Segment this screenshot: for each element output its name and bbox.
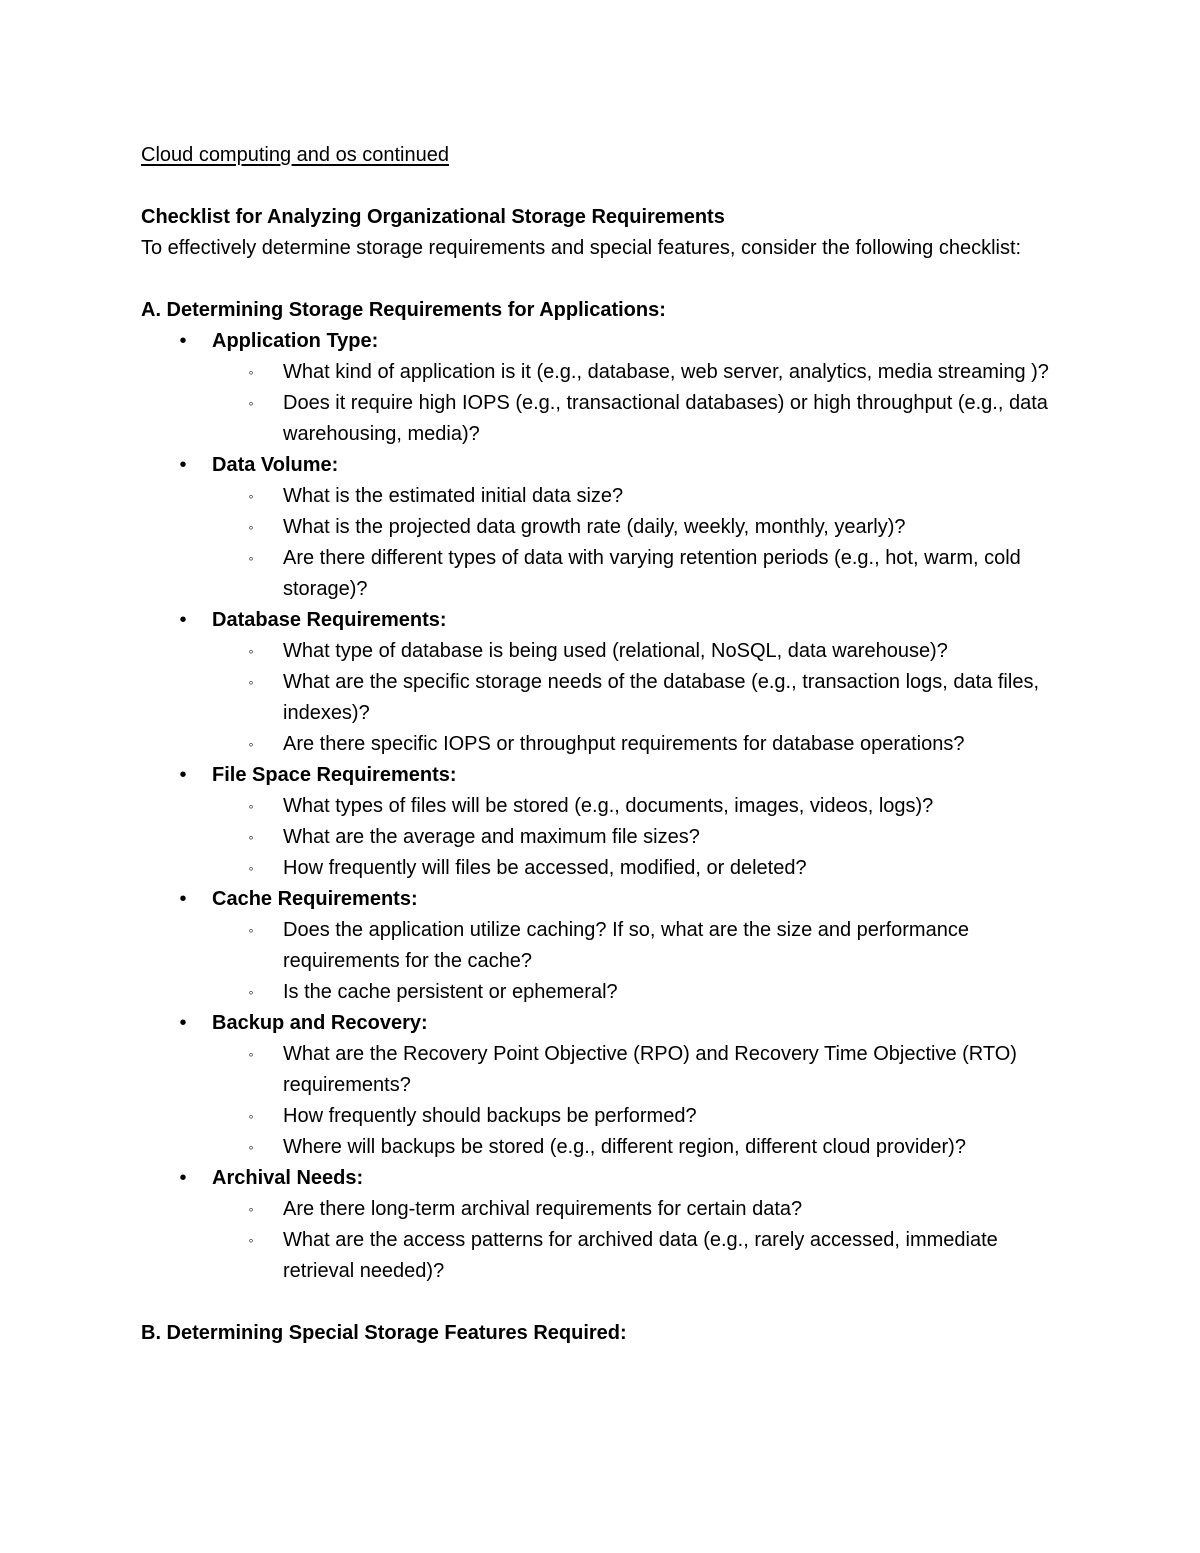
hollow-bullet-icon: ◦ xyxy=(248,1232,254,1248)
hollow-bullet-icon: ◦ xyxy=(248,364,254,380)
checklist-question: What are the Recovery Point Objective (RPO) and Recovery Time Objective (RTO) requirements? xyxy=(283,1043,1017,1096)
list-item xyxy=(141,1008,1071,1163)
checklist-question: What kind of application is it (e.g., database, web server, analytics, media streaming )? xyxy=(283,361,1049,383)
hollow-bullet-icon: ◦ xyxy=(248,1108,254,1124)
list-item xyxy=(212,1225,1071,1287)
list-item xyxy=(141,760,1071,884)
category-label: Data Volume: xyxy=(212,454,339,476)
blank-line xyxy=(141,171,1071,202)
checklist-question: What are the specific storage needs of the database (e.g., transaction logs, data files, indexes)? xyxy=(283,671,1039,724)
hollow-bullet-icon: ◦ xyxy=(248,984,254,1000)
category-label: Application Type: xyxy=(212,330,379,352)
checklist-heading: Checklist for Analyzing Organizational Storage Requirements xyxy=(141,206,725,228)
section-b-heading: B. Determining Special Storage Features Required: xyxy=(141,1322,627,1344)
category-label: Cache Requirements: xyxy=(212,888,418,910)
hollow-bullet-icon: ◦ xyxy=(248,488,254,504)
category-list xyxy=(141,326,1071,1287)
list-item xyxy=(141,884,1071,1008)
checklist-question: Are there different types of data with varying retention periods (e.g., hot, warm, cold storage)? xyxy=(283,547,1021,600)
list-item xyxy=(141,450,1071,605)
list-item xyxy=(212,1132,1071,1163)
checklist-question: What is the projected data growth rate (daily, weekly, monthly, yearly)? xyxy=(283,516,906,538)
hollow-bullet-icon: ◦ xyxy=(248,1139,254,1155)
hollow-bullet-icon: ◦ xyxy=(248,736,254,752)
bullet-icon: • xyxy=(179,1167,187,1189)
bullet-icon: • xyxy=(179,1012,187,1034)
list-item xyxy=(141,1163,1071,1287)
list-item xyxy=(141,605,1071,760)
checklist-question: Is the cache persistent or ephemeral? xyxy=(283,981,618,1003)
checklist-question: Are there long-term archival requirements for certain data? xyxy=(283,1198,803,1220)
list-item xyxy=(212,822,1071,853)
list-item xyxy=(212,357,1071,388)
list-item xyxy=(212,512,1071,543)
category-label: Backup and Recovery: xyxy=(212,1012,428,1034)
list-item xyxy=(212,667,1071,729)
list-item xyxy=(212,977,1071,1008)
hollow-bullet-icon: ◦ xyxy=(248,829,254,845)
sub-list xyxy=(212,915,1071,1008)
bullet-icon: • xyxy=(179,764,187,786)
intro-paragraph: To effectively determine storage requirements and special features, consider the following checklist: xyxy=(141,237,1022,259)
checklist-question: Does it require high IOPS (e.g., transactional databases) or high throughput (e.g., data warehousing, media)? xyxy=(283,392,1048,445)
list-item xyxy=(212,636,1071,667)
hollow-bullet-icon: ◦ xyxy=(248,798,254,814)
checklist-question: What types of files will be stored (e.g., documents, images, videos, logs)? xyxy=(283,795,934,817)
sub-list xyxy=(212,1039,1071,1163)
checklist-question: How frequently will files be accessed, modified, or deleted? xyxy=(283,857,807,879)
list-item xyxy=(212,729,1071,760)
category-label: Archival Needs: xyxy=(212,1167,364,1189)
bullet-icon: • xyxy=(179,888,187,910)
hollow-bullet-icon: ◦ xyxy=(248,395,254,411)
sub-list xyxy=(212,636,1071,760)
bullet-icon: • xyxy=(179,330,187,352)
sub-list xyxy=(212,357,1071,450)
hollow-bullet-icon: ◦ xyxy=(248,519,254,535)
list-item xyxy=(212,481,1071,512)
list-item xyxy=(212,853,1071,884)
blank-line xyxy=(141,1287,1071,1318)
bullet-icon: • xyxy=(179,609,187,631)
list-item xyxy=(212,543,1071,605)
blank-line xyxy=(141,264,1071,295)
list-item xyxy=(212,388,1071,450)
checklist-question: What are the average and maximum file sizes? xyxy=(283,826,700,848)
checklist-question: What type of database is being used (relational, NoSQL, data warehouse)? xyxy=(283,640,948,662)
list-item xyxy=(212,1101,1071,1132)
hollow-bullet-icon: ◦ xyxy=(248,643,254,659)
hollow-bullet-icon: ◦ xyxy=(248,550,254,566)
list-item xyxy=(212,915,1071,977)
category-label: Database Requirements: xyxy=(212,609,447,631)
list-item xyxy=(212,1039,1071,1101)
sub-list xyxy=(212,1194,1071,1287)
list-item xyxy=(212,791,1071,822)
checklist-question: Where will backups be stored (e.g., different region, different cloud provider)? xyxy=(283,1136,966,1158)
hollow-bullet-icon: ◦ xyxy=(248,674,254,690)
hollow-bullet-icon: ◦ xyxy=(248,1201,254,1217)
sub-list xyxy=(212,791,1071,884)
checklist-question: How frequently should backups be performed? xyxy=(283,1105,697,1127)
document-title: Cloud computing and os continued xyxy=(141,144,449,166)
category-label: File Space Requirements: xyxy=(212,764,457,786)
section-a-heading: A. Determining Storage Requirements for Applications: xyxy=(141,299,666,321)
hollow-bullet-icon: ◦ xyxy=(248,922,254,938)
checklist-question: What is the estimated initial data size? xyxy=(283,485,624,507)
checklist-question: What are the access patterns for archived data (e.g., rarely accessed, immediate retrieval needed)? xyxy=(283,1229,998,1282)
hollow-bullet-icon: ◦ xyxy=(248,860,254,876)
document-body xyxy=(141,140,1071,1349)
hollow-bullet-icon: ◦ xyxy=(248,1046,254,1062)
list-item xyxy=(212,1194,1071,1225)
sub-list xyxy=(212,481,1071,605)
bullet-icon: • xyxy=(179,454,187,476)
list-item xyxy=(141,326,1071,450)
checklist-question: Are there specific IOPS or throughput requirements for database operations? xyxy=(283,733,965,755)
checklist-question: Does the application utilize caching? If so, what are the size and performance requirements for the cache? xyxy=(283,919,969,972)
